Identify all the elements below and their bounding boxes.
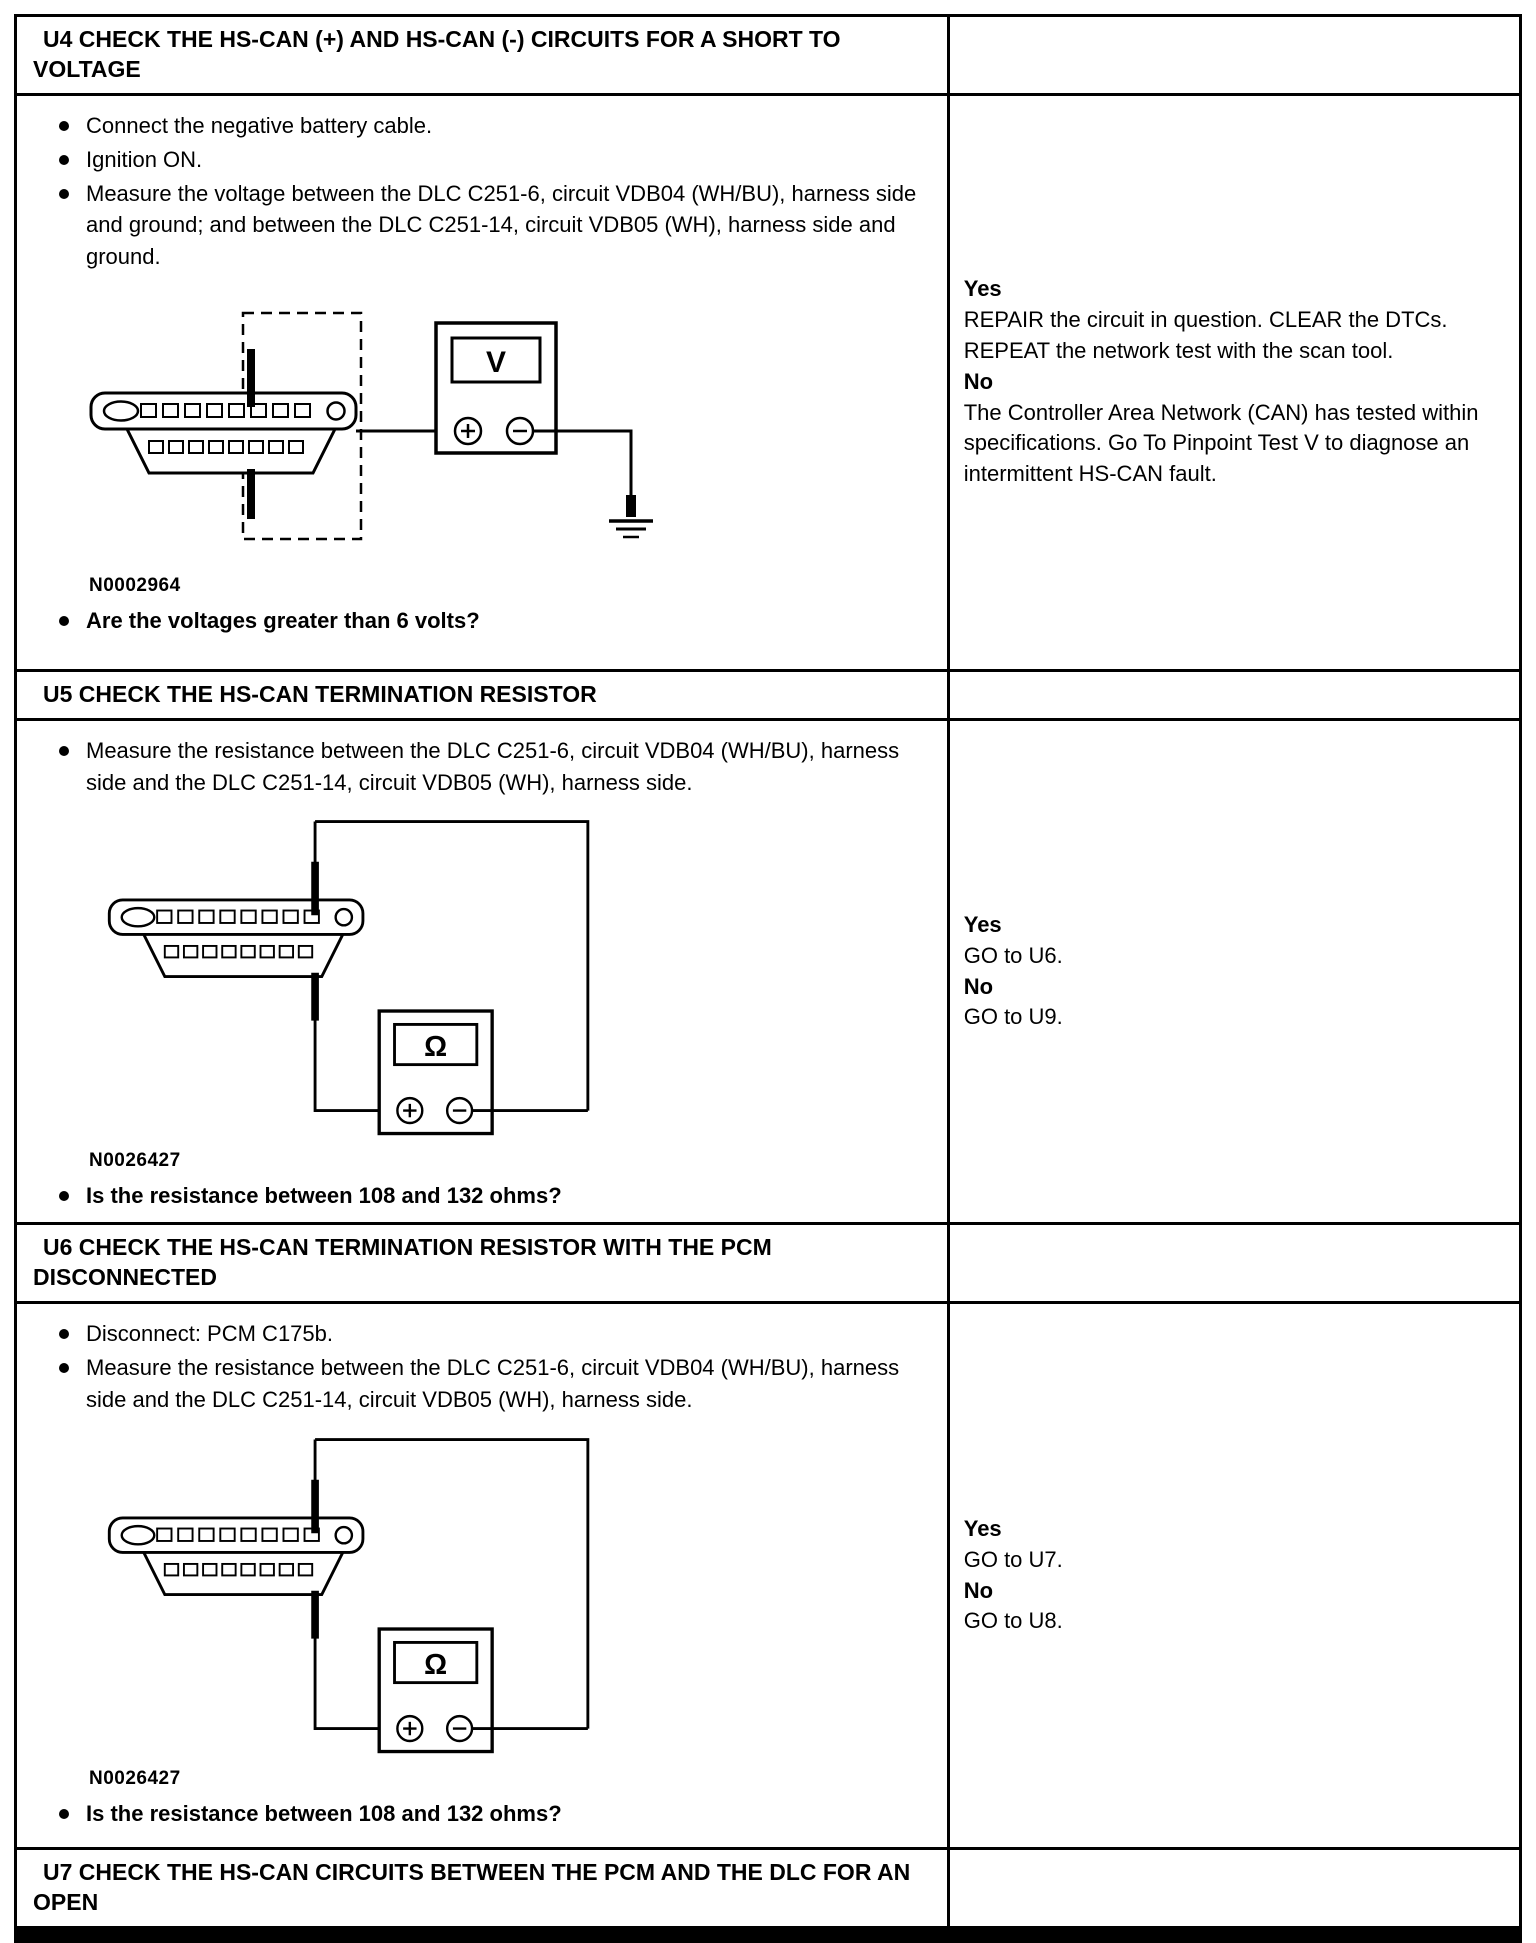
yes-label: Yes — [963, 911, 1002, 937]
list-item — [33, 735, 935, 799]
bullet-icon — [59, 1363, 69, 1373]
resistance-test-figure — [71, 1426, 935, 1766]
ohmmeter — [379, 1629, 492, 1752]
dlc-connector — [109, 1518, 363, 1595]
dlc-connector — [109, 900, 363, 977]
ohmmeter — [379, 1011, 492, 1134]
yes-action: REPAIR the circuit in question. CLEAR the DTCs. REPEAT the network test with the scan tool. — [963, 307, 1448, 364]
u4-procedure-cell — [17, 96, 950, 669]
u6-procedure-cell — [17, 1304, 950, 1847]
bullet-icon — [59, 746, 69, 756]
u4-header-result-cell — [950, 17, 1519, 93]
step-text: Ignition ON. — [86, 146, 203, 172]
u5-step-title: U5 CHECK THE HS-CAN TERMINATION RESISTOR — [17, 672, 950, 718]
meter-label: Ω — [424, 1648, 448, 1681]
u6-body-row — [17, 1304, 1519, 1850]
yes-label: Yes — [963, 276, 1002, 302]
no-label: No — [963, 973, 994, 999]
u4-body-row — [17, 96, 1519, 672]
u4-header-row — [17, 17, 1519, 96]
bullet-icon — [59, 189, 69, 199]
no-action: GO to U8. — [963, 1608, 1063, 1634]
figure-id: N0026427 — [89, 1767, 181, 1789]
u7-step-title: U7 CHECK THE HS-CAN CIRCUITS BETWEEN THE PCM AND THE DLC FOR AN OPEN — [17, 1850, 950, 1926]
u6-header-row — [17, 1225, 1519, 1304]
bullet-icon — [59, 155, 69, 165]
voltage-test-figure — [71, 283, 935, 573]
meter-label: V — [485, 346, 507, 380]
resistance-test-diagram — [71, 1426, 607, 1766]
resistance-test-diagram — [71, 808, 607, 1148]
step-text: Disconnect: PCM C175b. — [86, 1321, 333, 1347]
no-action: GO to U9. — [963, 1004, 1063, 1030]
question-text: Is the resistance between 108 and 132 ohms? — [86, 1183, 562, 1209]
u5-header-result-cell — [950, 672, 1519, 718]
bullet-icon — [59, 1809, 69, 1819]
step-text: Measure the resistance between the DLC C251-6, circuit VDB04 (WH/BU), harness side and the DLC C251-14, circuit VDB05 (WH), harness side. — [86, 737, 900, 795]
bullet-icon — [59, 1191, 69, 1201]
list-item — [33, 1352, 935, 1416]
u5-result-cell — [950, 721, 1519, 1223]
question-item — [33, 605, 935, 637]
pinpoint-test-table — [14, 14, 1522, 1929]
figure-id: N0002964 — [89, 575, 181, 597]
bullet-icon — [59, 616, 69, 626]
yes-label: Yes — [963, 1516, 1002, 1542]
list-item — [33, 144, 935, 176]
u4-step-title: U4 CHECK THE HS-CAN (+) AND HS-CAN (-) CIRCUITS FOR A SHORT TO VOLTAGE — [17, 17, 950, 93]
bullet-icon — [59, 121, 69, 131]
yes-action: GO to U7. — [963, 1546, 1063, 1572]
meter-label: Ω — [424, 1031, 448, 1064]
u6-step-title: U6 CHECK THE HS-CAN TERMINATION RESISTOR WITH THE PCM DISCONNECTED — [17, 1225, 950, 1301]
step-text: Measure the voltage between the DLC C251-6, circuit VDB04 (WH/BU), harness side and ground; and between the DLC C251-14, circuit VDB05 (WH), harness side and ground. — [86, 180, 917, 270]
list-item — [33, 1318, 935, 1350]
voltmeter — [436, 323, 556, 453]
dlc-connector — [91, 393, 356, 473]
step-text: Connect the negative battery cable. — [86, 112, 433, 138]
bullet-icon — [59, 1329, 69, 1339]
voltage-test-diagram — [71, 283, 691, 573]
u5-body-row — [17, 721, 1519, 1226]
figure-id: N0026427 — [89, 1150, 181, 1172]
u7-header-result-cell — [950, 1850, 1519, 1926]
no-label: No — [963, 368, 994, 394]
question-item — [33, 1180, 935, 1212]
page-bottom-scan-bar — [14, 1929, 1522, 1943]
no-label: No — [963, 1577, 994, 1603]
question-item — [33, 1798, 935, 1830]
u5-header-row — [17, 672, 1519, 721]
list-item — [33, 178, 935, 274]
ground-icon — [609, 495, 653, 537]
question-text: Are the voltages greater than 6 volts? — [86, 608, 480, 634]
yes-action: GO to U6. — [963, 942, 1063, 968]
u6-result-cell — [950, 1304, 1519, 1847]
u4-result-cell — [950, 96, 1519, 669]
list-item — [33, 110, 935, 142]
u5-procedure-cell — [17, 721, 950, 1223]
question-text: Is the resistance between 108 and 132 ohms? — [86, 1800, 562, 1826]
u7-header-row — [17, 1850, 1519, 1926]
step-text: Measure the resistance between the DLC C251-6, circuit VDB04 (WH/BU), harness side and the DLC C251-14, circuit VDB05 (WH), harness side. — [86, 1355, 900, 1412]
resistance-test-figure — [71, 808, 935, 1148]
no-action: The Controller Area Network (CAN) has tested within specifications. Go To Pinpoint Test V to diagnose an intermittent HS-CAN fault. — [963, 399, 1479, 487]
u6-header-result-cell — [950, 1225, 1519, 1301]
